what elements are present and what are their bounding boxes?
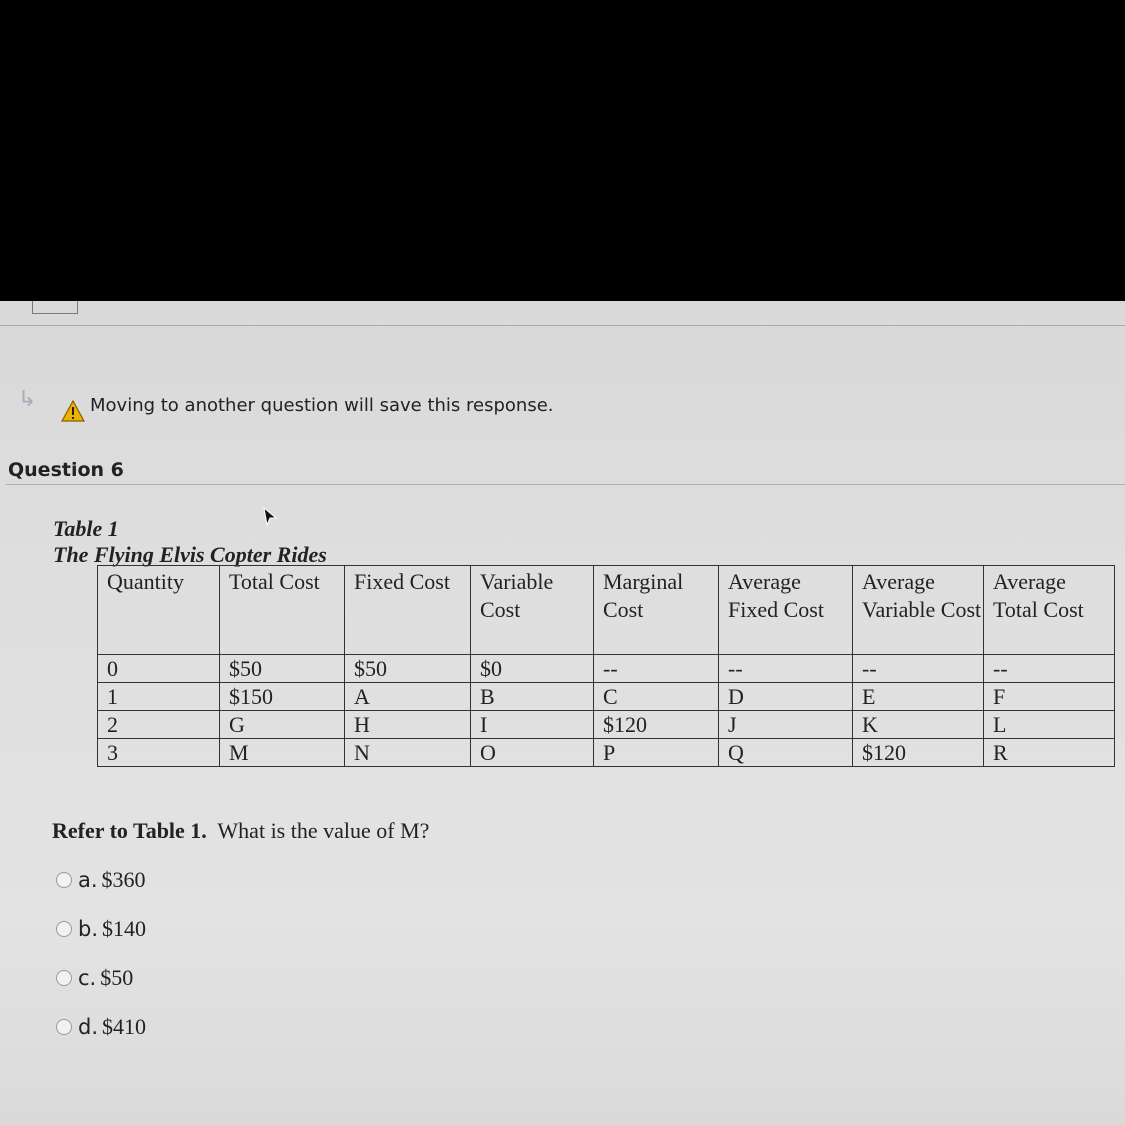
table-cell: -- [594,655,719,683]
table-row [98,711,1115,739]
table-cell: L [984,711,1115,739]
answer-option-a[interactable] [56,867,146,893]
table-cell: A [345,683,471,711]
cost-table [97,565,1115,767]
table-header-row [98,566,1115,655]
table-cell: $0 [471,655,594,683]
table-cell: G [220,711,345,739]
table-cell: H [345,711,471,739]
camera-black-area [0,0,1125,302]
header-cell: Fixed Cost [345,566,471,655]
table-cell: $50 [345,655,471,683]
quiz-screen [0,301,1125,1125]
table-cell: $120 [853,739,984,767]
option-value: $410 [102,1014,147,1039]
table-cell: 1 [98,683,220,711]
table-cell: D [719,683,853,711]
answer-option-d[interactable] [56,1014,146,1040]
table-cell: $150 [220,683,345,711]
option-letter: c. [78,966,97,990]
table-cell: C [594,683,719,711]
table-cell: $50 [220,655,345,683]
table-cell: J [719,711,853,739]
prompt-text: What is the value of M? [217,818,430,843]
answer-option-b[interactable] [56,916,146,942]
radio-button[interactable] [56,921,72,937]
table-caption-title: The Flying Elvis Copter Rides [53,542,327,567]
divider [0,325,1125,326]
header-cell: Marginal Cost [594,566,719,655]
option-value: $140 [102,916,147,941]
table-cell: $120 [594,711,719,739]
table-cell: O [471,739,594,767]
radio-button[interactable] [56,872,72,888]
table-row [98,683,1115,711]
option-letter: d. [78,1015,99,1039]
header-cell: Quantity [98,566,220,655]
table-cell: 3 [98,739,220,767]
warning-icon [61,399,85,423]
table-caption-number: Table 1 [53,516,119,541]
table-cell: M [220,739,345,767]
save-notice: Moving to another question will save this response. [90,395,554,416]
table-cell: Q [719,739,853,767]
table-cell: -- [984,655,1115,683]
prompt-reference: Refer to Table 1. [52,818,207,843]
option-letter: a. [78,868,98,892]
table-cell: P [594,739,719,767]
table-cell: R [984,739,1115,767]
table-cell: 0 [98,655,220,683]
table-cell: N [345,739,471,767]
table-row [98,655,1115,683]
mouse-cursor-icon [262,506,278,530]
header-cell: Total Cost [220,566,345,655]
option-value: $360 [101,867,146,892]
table-cell: -- [719,655,853,683]
return-arrow-icon: ↳ [18,387,37,412]
header-cell: Average Variable Cost [853,566,984,655]
question-prompt [52,818,429,844]
table-cell: B [471,683,594,711]
option-letter: b. [78,917,99,941]
table-cell: -- [853,655,984,683]
table-cell: 2 [98,711,220,739]
option-value: $50 [100,965,134,990]
header-cell: Variable Cost [471,566,594,655]
table-cell: K [853,711,984,739]
table-cell: E [853,683,984,711]
divider [6,484,1125,485]
radio-button[interactable] [56,970,72,986]
answer-option-c[interactable] [56,965,133,991]
table-cell: I [471,711,594,739]
radio-button[interactable] [56,1019,72,1035]
table-cell: F [984,683,1115,711]
header-cell: Average Fixed Cost [719,566,853,655]
header-cell: Average Total Cost [984,566,1115,655]
table-row [98,739,1115,767]
question-nav-button[interactable] [32,301,78,314]
question-title: Question 6 [8,459,124,481]
